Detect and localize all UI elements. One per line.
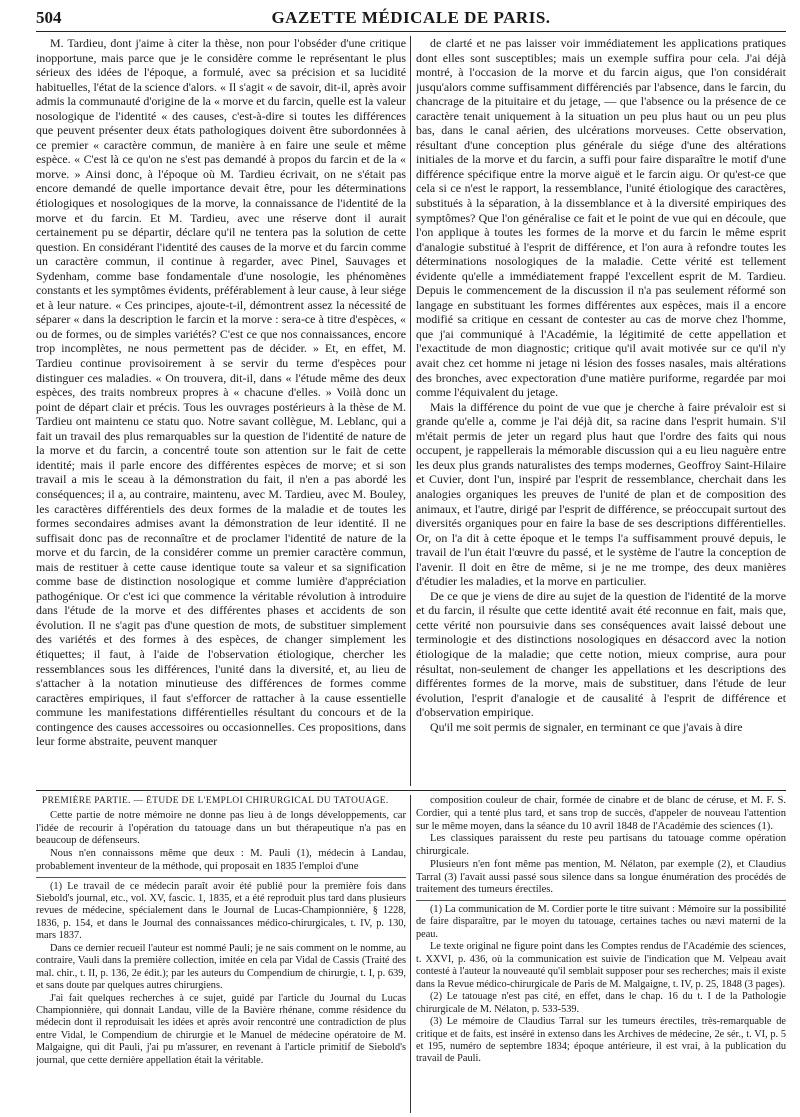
footnote: Dans ce dernier recueil l'auteur est nommé Pauli; je ne sais comment on le nomme, au contraire, Vauli dans la première collection, imitée en cela par Vidal de Cassis (Traité des mal. chir., t. II, p. 136, 2e édit.); par les auteurs du Compendium de chirurgie, t. I, p. 639, et sans doute par quelques autres chirurgiens. [36,942,406,992]
paragraph: composition couleur de chair, formée de cinabre et de blanc de céruse, et M. F. S. Cordier, qui a tenté plus tard, et sans trop de succès, d'appeler de nouveau l'attention sur le même moyen, dans la séance du 10 avril 1848 de l'Académie des sciences (1). [416,795,786,832]
footnote-rule [36,877,406,878]
lower-right-column [416,795,786,1113]
paragraph: M. Tardieu, dont j'aime à citer la thèse, non pour l'obséder d'une critique inopportune, mais parce que je le considère comme le représentant le plus sérieux des idées de l'époque, a formulé, avec sa précision et sa lucidité habituelles, l'état de la science d'alors. « Il s'agit « de savoir, dit-il, après avoir admis la communauté d'origine de la « morve et du farcin, quelle est la valeur nosologique de l'identité « des causes, c'est-à-dire si toutes les différences que peuvent présenter deux états pathologiques doivent être subordonnées à ce premier « caractère commun, de manière à en faire une seule et même espèce. « C'est là ce qu'on ne s'est pas demandé à propos du farcin et de la « morve. » Ainsi donc, à l'époque où M. Tardieu écrivait, on ne s'était pas encore demandé de quelle importance devait être, pour les déterminations étiologiques et nosologiques de la morve, la connaissance de l'identité de la morve et du farcin. Et M. Tardieu, avec une réserve dont il aurait certainement pu se départir, déclare qu'il ne tentera pas la solution de cette question. En considérant l'identité des causes de la morve et du farcin comme un caractère commun, il continue à regarder, avec Pinel, Sauvages et Sydenham, comme base fondamentale d'une nosologie, les phénomènes constants et les symptômes évidents, préférablement à leur cause, à leur siége et à leur nature. « Ces principes, ajoute-t-il, démontrent assez la nécessité de séparer « dans la description le farcin et la morve : sera-ce à titre d'espèces, « ou de formes, ou de simples variétés? C'est ce que nos connaissances, encore trop incomplètes, ne nous permettent pas de décider. » Et, en effet, M. Tardieu continue provisoirement à se servir du terme d'espèces pour distinguer ces maladies. « On trouvera, dit-il, dans « l'étude même des deux espèces, des traits nombreux propres à « chacune d'elles. » Voilà donc un point de départ clair et précis. Tous les ouvrages postérieurs à la thèse de M. Tardieu ont maintenu ce statu quo. Notre savant collègue, M. Leblanc, qui a fait un travail des plus remarquables sur la question de l'identité de nature de la morve et du farcin, a concentré toute son attention sur le fait de cette identité; mais il parle encore des différentes espèces de morve; et si son travail a mis le sceau à la démonstration du fait, il n'en a pas abordé les conséquences; il a, au contraire, maintenu, avec M. Tardieu, avec M. Bouley, les caractères différentiels des deux formes de la maladie et de toutes les formes secondaires admises avant la démonstration de leur identité. Il ne suffisait donc pas de reconnaître et de proclamer l'identité de nature de la morve et du farcin, de la considérer comme un premier caractère commun, mais de restituer à cette cause identique toute sa valeur et sa signification comme base de distinction nosologique et comme lumière d'appréciation pathogénique. Or c'est ici que commence la véritable révolution à introduire dans l'étude de la morve et des différentes phases et accidents de son évolution. Il ne s'agit pas d'une question de mots, de substituer simplement des variétés et des formes à des espèces, de changer simplement les étiquettes; il faut, à l'aide de l'observation étiologique, chercher les ressemblances sous les différences, l'unité dans la diversité, et, au lieu de s'attacher à la notation minutieuse des différences de formes comme caractères empiriques, il faut s'efforcer de rattacher à la cause essentielle commune les manifestations différentielles résultant du concours et de la contingence des causes accessoires ou occasionnelles. Ces propositions, dans leur forme abstraite, peuvent manquer [36,36,406,749]
paragraph: Qu'il me soit permis de signaler, en terminant ce que j'avais à dire [430,719,743,734]
paragraph: Plusieurs n'en font même pas mention, M. Nélaton, par exemple (2), et Claudius Tarral (3) l'avait aussi passé sous silence dans sa longue énumération des procédés de traitement des tumeurs érectiles. [416,858,786,896]
footnote-rule [416,900,786,901]
paragraph: Cette partie de notre mémoire ne donne pas lieu à de longs développements, car l'idée de recourir à l'opération du tatouage dans un but thérapeutique n'a pas en beaucoup de défenseurs. [36,809,406,847]
paragraph: Les classiques paraissent du reste peu partisans du tatouage comme opération chirurgicale. [416,833,786,857]
right-column [416,36,786,786]
paragraph: De ce que je viens de dire au sujet de la question de l'identité de la morve et du farcin, il résulte que cette identité avait été reconnue en fait, mais que, cette vérité non poursuivie dans ses conséquences avait laissé debout une terminologie et des distinctions nosologiques en désaccord avec la notion étiologique de la maladie; que cette notion, mieux comprise, aura pour résultat, non-seulement de changer les appellations et les descriptions des différentes formes de la morve, mais de substituer, dans l'étude de leur évolution, l'esprit d'analogie et de causalité à l'esprit de différence et d'observation empirique. [416,588,786,720]
footnote: (3) Le mémoire de Claudius Tarral sur les tumeurs érectiles, très-remarquable de critique et de faits, est inséré in extenso dans les Archives de médecine, 2e sér., t. VI, p. 5 et 195, numéro de septembre 1834; époque antérieure, il est vrai, à la publication du travail de Pauli. [416,1016,786,1065]
paragraph: de clarté et ne pas laisser voir immédiatement les applications pratiques dont elles sont susceptibles; mais un exemple suffira pour cela. J'ai déjà montré, à l'occasion de la morve et du farcin aigus, que l'on considérait jusqu'alors comme suffisamment différenciés par l'absence, dans le farcin, du chancrage de la pituitaire et du jetage, — que l'absence ou la présence de ce caractère tenait uniquement à la situation un peu plus haut ou un peu plus bas, dans le canal aérien, des ulcérations morveuses. Cette observation, résultant d'une conception plus générale du siége d'une des altérations initiales de la morve et du farcin, a suffi pour faire disparaître le motif d'une différence spécifique entre la morve aiguë et le farcin aigu. Or qu'est-ce que cela si ce n'est le rapport, la ressemblance, l'unité étiologique des caractères, substitués à la séparation, à la dissemblance et à la diversité empiriques des symptômes? Que l'on généralise ce fait et le point de vue qui en découle, que l'on applique à toutes les formes de la morve et du farcin le même esprit d'analogie substitué à l'esprit de différence, et l'on aura à refondre toutes les déterminations nosologiques de la maladie. Cette vérité est tellement évidente qu'elle a immédiatement frappé l'excellent esprit de M. Tardieu. Depuis le commencement de la discussion il n'a pas seulement réformé son langage en substituant les formes différentes aux espèces, mais il a encore modifié sa critique en cessant de contester au cas de morve chez l'homme, que j'ai communiqué à l'Académie, la légitimité de cette appellation et l'exactitude de mon diagnostic; critique qu'il avait motivée sur ce qu'il n'y avait chez cet homme ni jetage ni lésion des fosses nasales, mais altérations des bronches, avec expectoration d'une matière puriforme, regardée par moi comme l'équivalent du jetage. [416,36,786,400]
left-column [36,36,406,786]
header-rule [36,31,786,32]
page-number: 504 [36,8,62,27]
column-divider [410,795,411,1113]
journal-title: GAZETTE MÉDICALE DE PARIS. [271,8,551,27]
lower-left-column [36,795,406,1113]
column-divider [410,36,411,786]
footnote: Le texte original ne figure point dans les Comptes rendus de l'Académie des sciences, t. XXVI, p. 436, où la communication est suivie de l'indication que M. Velpeau avait contesté à l'auteur la nouveauté qu'il semblait supposer pour ses recherches; mais il existe dans la Revue médico-chirurgicale de Paris de M. Malgaigne, t. IV, p. 25, 1848 (3 pages). [416,941,786,990]
page-header [36,6,786,32]
footnote: (2) Le tatouage n'est pas cité, en effet, dans le chap. 16 du t. I de la Pathologie chirurgicale de M. Nélaton, p. 533-539. [416,991,786,1015]
footnote: (1) La communication de M. Cordier porte le titre suivant : Mémoire sur la possibilité de faire disparaître, par le moyen du tatouage, certaines taches ou nævi materni de la peau. [416,904,786,940]
footnote: J'ai fait quelques recherches à ce sujet, guidé par l'article du Journal du Lucas Championnière, qui donnait Landau, ville de la Bavière rhénane, comme résidence du médecin dont il reproduisait les idées et après avoir rencontré une contradiction de plus entre Vidal, le Compendium de chirurgie et le Manuel de médecine opératoire de M. Malgaigne, qui dit Pauli, j'ai pu m'assurer, en revenant à l'article primitif de Siebold's journal, que cette dernière appellation était la véritable. [36,992,406,1066]
section-rule [36,790,786,791]
footnote: (1) Le travail de ce médecin paraît avoir été publié pour la première fois dans Siebold's journal, etc., vol. XV, fascic. 1, 1835, et a été reproduit plus tard dans plusieurs revues de médecine, spécialement dans le Journal de Lucas-Championnière, § 1228, 1836, p. 154, et dans le Journal des connaissances médico-chirurgicales, t. IV, p. 130, mars 1837. [36,880,406,942]
section-heading: PREMIÈRE PARTIE. — ÉTUDE DE L'EMPLOI CHIRURGICAL DU TATOUAGE. [42,796,389,806]
paragraph: Nous n'en connaissons même que deux : M. Pauli (1), médecin à Landau, probablement inventeur de la méthode, qui proposait en 1835 l'emploi d'une [36,848,406,872]
paragraph: Mais la différence du point de vue que je cherche à faire prévaloir est si grande qu'elle a, comme je l'ai déjà dit, sa racine dans l'esprit humain. S'il m'était permis de jeter un regard plus haut que l'ordre des faits qui nous occupent, je rappellerais la mémorable discussion qui a eu lieu naguère entre les deux plus grands naturalistes des temps modernes, Geoffroy Saint-Hilaire et Cuvier, dont l'un, inspiré par l'esprit de ressemblance, cherchait dans les analogies organiques les preuves de l'unité de plan et de composition des animaux, et l'autre, dirigé par l'esprit de différence, se préoccupait surtout des diversités organiques pour en faire la base de ses descriptions différentielles. Or, on l'a dit à cette époque et le temps l'a suffisamment prouvé depuis, le travail de l'un était l'œuvre du passé, et le système de l'autre la conception de l'avenir. Il doit en être de même, si je ne me trompe, des deux manières d'étudier les maladies, et la morve en particulier. [416,399,786,589]
